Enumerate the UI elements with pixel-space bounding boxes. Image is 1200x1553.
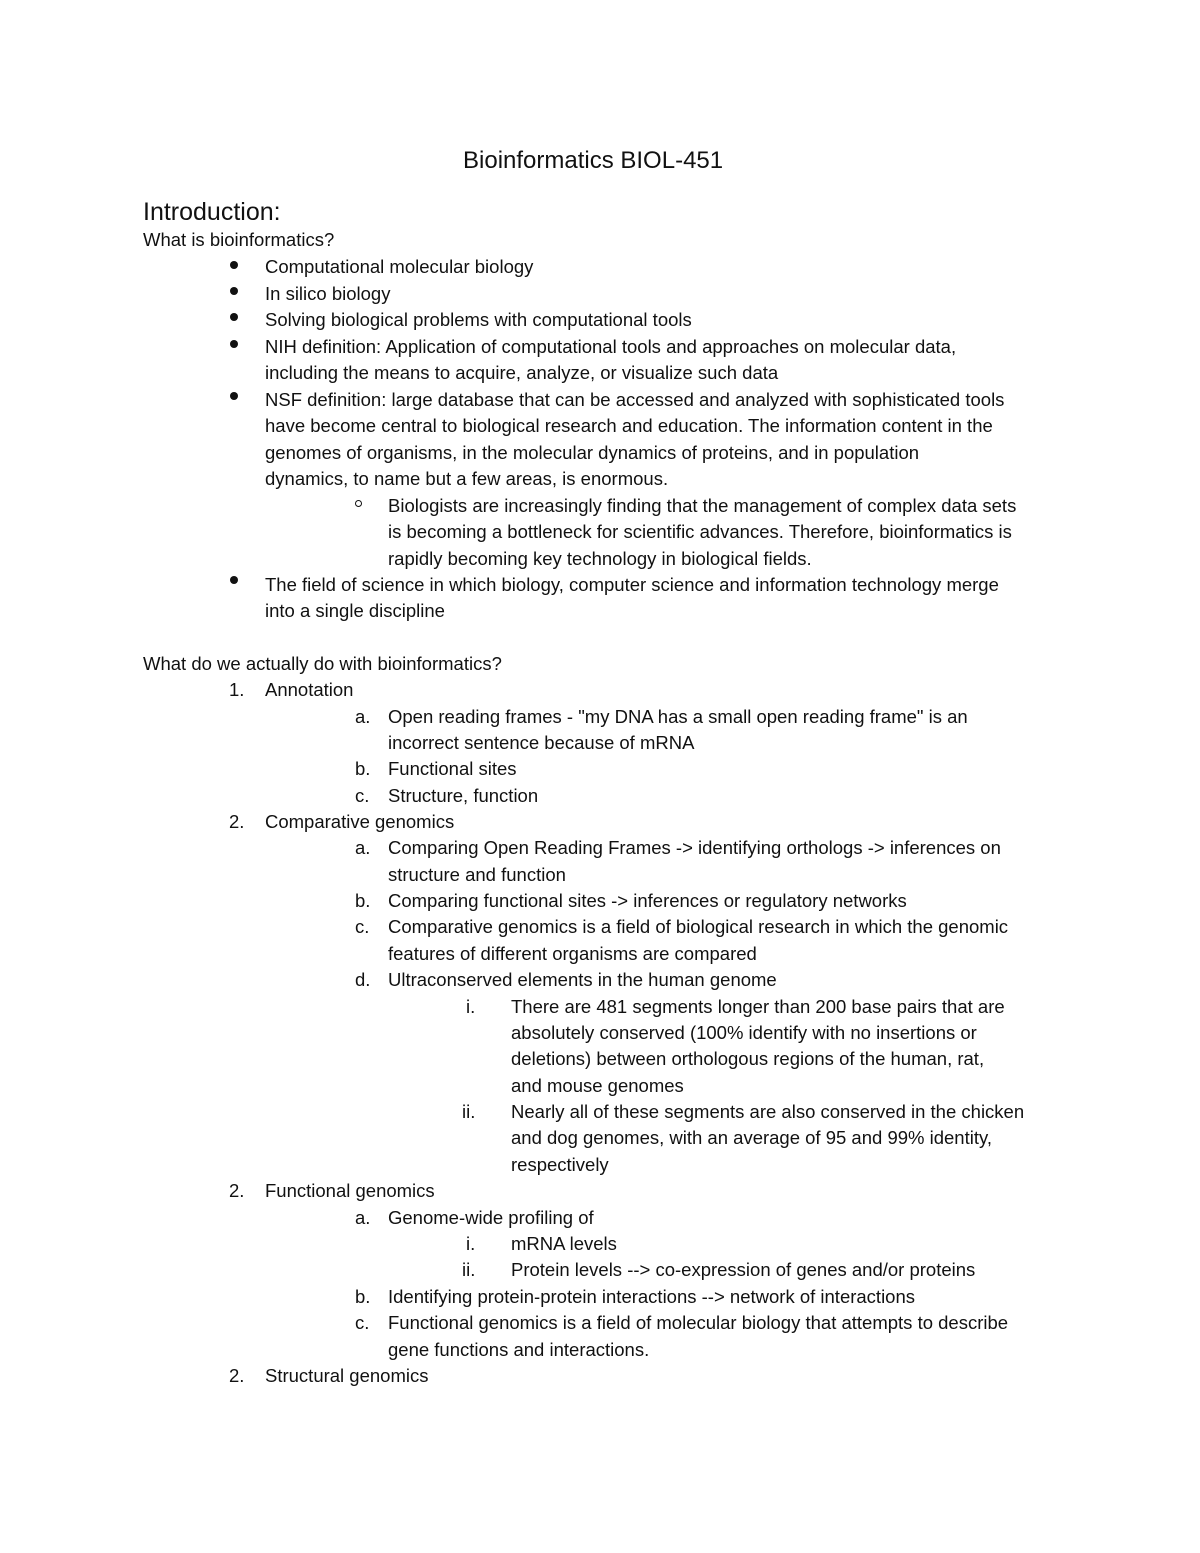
intro-bullet-1: Computational molecular biology xyxy=(265,256,534,277)
comparative-a-line-2: structure and function xyxy=(388,864,566,885)
bullet-dot xyxy=(230,261,238,269)
intro-bullet-5-line-3: genomes of organisms, in the molecular dynamics of proteins, and in population xyxy=(265,442,920,463)
intro-bullet-2: In silico biology xyxy=(265,283,391,304)
bullet-dot xyxy=(230,392,238,400)
intro-question: What is bioinformatics? xyxy=(143,229,335,250)
list-marker: d. xyxy=(355,969,371,990)
functional-a-i: mRNA levels xyxy=(511,1233,617,1254)
list-marker: b. xyxy=(355,1286,371,1307)
list-marker: c. xyxy=(355,1312,370,1333)
item-structural-genomics: Structural genomics xyxy=(265,1365,429,1386)
functional-a-ii: Protein levels --> co-expression of genes and/or proteins xyxy=(511,1259,976,1280)
intro-bullet-4-line-1: NIH definition: Application of computational tools and approaches on molecular data, xyxy=(265,336,957,357)
comparative-a-line-1: Comparing Open Reading Frames -> identifying orthologs -> inferences on xyxy=(388,837,1001,858)
comparative-c-line-1: Comparative genomics is a field of biological research in which the genomic xyxy=(388,916,1009,937)
document-title: Bioinformatics BIOL-451 xyxy=(463,147,724,174)
list-marker: c. xyxy=(355,785,370,806)
comparative-b: Comparing functional sites -> inferences or regulatory networks xyxy=(388,890,907,911)
annotation-a-line-2: incorrect sentence because of mRNA xyxy=(388,732,695,753)
intro-bullet-5-line-1: NSF definition: large database that can be accessed and analyzed with sophisticated tools xyxy=(265,389,1005,410)
item-comparative-genomics: Comparative genomics xyxy=(265,811,455,832)
intro-sub-bullet-line-3: rapidly becoming key technology in biological fields. xyxy=(388,548,812,569)
intro-bullet-5-line-4: dynamics, to name but a few areas, is enormous. xyxy=(265,468,669,489)
list-marker: b. xyxy=(355,890,371,911)
annotation-b: Functional sites xyxy=(388,758,517,779)
ultraconserved-i-line-3: deletions) between orthologous regions of the human, rat, xyxy=(511,1048,985,1069)
comparative-c-line-2: features of different organisms are compared xyxy=(388,943,757,964)
ultraconserved-ii-line-2: and dog genomes, with an average of 95 and 99% identity, xyxy=(511,1127,992,1148)
intro-bullet-5-line-2: have become central to biological research and education. The information content in the xyxy=(265,415,993,436)
list-marker: a. xyxy=(355,706,371,727)
section-heading-introduction: Introduction: xyxy=(143,198,281,226)
bullet-dot xyxy=(230,313,238,321)
intro-bullet-4-line-2: including the means to acquire, analyze, or visualize such data xyxy=(265,362,779,383)
list-marker: c. xyxy=(355,916,370,937)
ultraconserved-i-line-4: and mouse genomes xyxy=(511,1075,684,1096)
bullet-dot xyxy=(230,287,238,295)
list-marker: 2. xyxy=(229,1365,245,1386)
functional-c-line-1: Functional genomics is a field of molecular biology that attempts to describe xyxy=(388,1312,1009,1333)
bullet-dot xyxy=(230,340,238,348)
item-functional-genomics: Functional genomics xyxy=(265,1180,435,1201)
bullet-dot xyxy=(230,576,238,584)
list-marker: 2. xyxy=(229,811,245,832)
list-marker: i. xyxy=(466,996,476,1017)
functional-a: Genome-wide profiling of xyxy=(388,1207,594,1228)
functional-c-line-2: gene functions and interactions. xyxy=(388,1339,650,1360)
intro-bullet-3: Solving biological problems with computational tools xyxy=(265,309,692,330)
list-marker: 1. xyxy=(229,679,245,700)
annotation-c: Structure, function xyxy=(388,785,539,806)
comparative-d: Ultraconserved elements in the human genome xyxy=(388,969,777,990)
functional-b: Identifying protein-protein interactions --> network of interactions xyxy=(388,1286,916,1307)
list-marker: a. xyxy=(355,1207,371,1228)
ultraconserved-i-line-2: absolutely conserved (100% identify with no insertions or xyxy=(511,1022,977,1043)
intro-bullet-6-line-1: The field of science in which biology, computer science and information technology merge xyxy=(265,574,999,595)
intro-sub-bullet-line-2: is becoming a bottleneck for scientific advances. Therefore, bioinformatics is xyxy=(388,521,1012,542)
item-annotation: Annotation xyxy=(265,679,354,700)
intro-sub-bullet-line-1: Biologists are increasingly finding that the management of complex data sets xyxy=(388,495,1017,516)
list-marker: 2. xyxy=(229,1180,245,1201)
intro-bullet-6-line-2: into a single discipline xyxy=(265,600,445,621)
ultraconserved-ii-line-3: respectively xyxy=(511,1154,609,1175)
list-marker: a. xyxy=(355,837,371,858)
list-marker: ii. xyxy=(462,1259,476,1280)
ultraconserved-ii-line-1: Nearly all of these segments are also conserved in the chicken xyxy=(511,1101,1025,1122)
list-marker: i. xyxy=(466,1233,476,1254)
list-marker: b. xyxy=(355,758,371,779)
sub-bullet-circle xyxy=(355,500,362,507)
annotation-a-line-1: Open reading frames - "my DNA has a small open reading frame" is an xyxy=(388,706,968,727)
section2-question: What do we actually do with bioinformatics? xyxy=(143,653,502,674)
list-marker: ii. xyxy=(462,1101,476,1122)
ultraconserved-i-line-1: There are 481 segments longer than 200 base pairs that are xyxy=(511,996,1005,1017)
